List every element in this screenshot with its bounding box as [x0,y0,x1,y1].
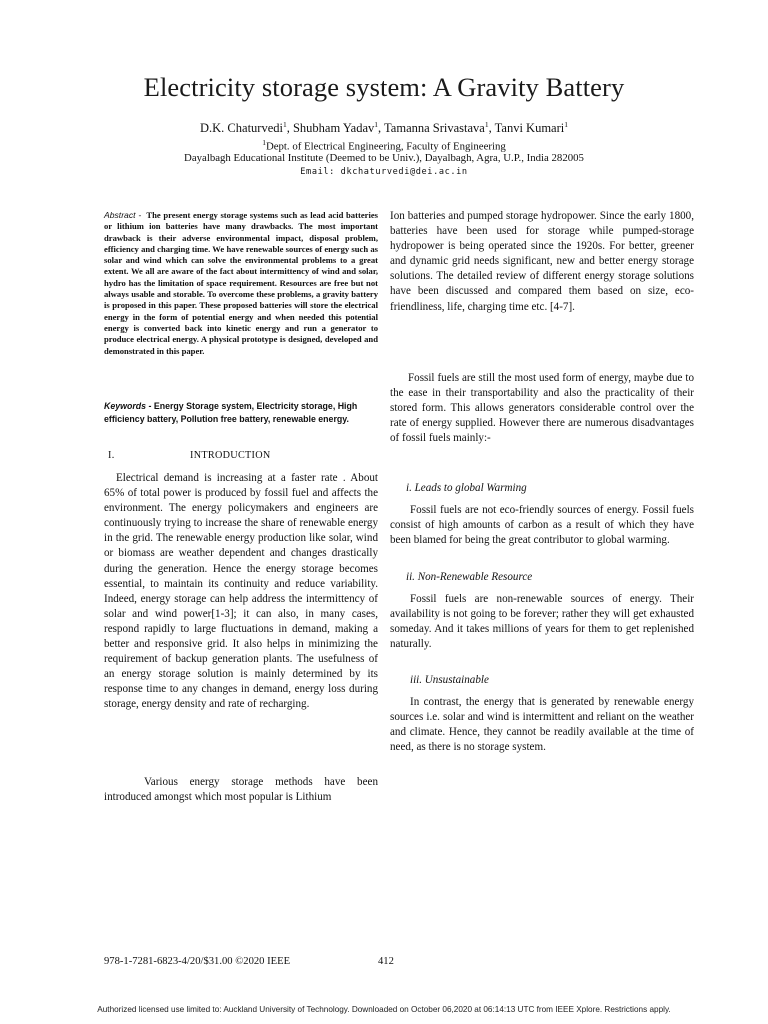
abstract [104,210,378,357]
abstract-label: Abstract - [104,210,142,220]
keywords-label: Keywords - [104,401,152,411]
intro-paragraph-text: Electrical demand is increasing at a faster rate . About 65% of total power is produced by fossil fuel and affects the environment. The energy policymakers and engineers are continuously trying to increase the share of renewable energy in the grid. The renewable energy production like solar, wind or biomass are weather dependent and changes drastically during the generation. Hence the energy storage becomes essential, to maintain its continuity and reduce variability. Indeed, energy storage can help address the intermittency of solar and wind power[1-3]; it can also, in many cases, respond rapidly to large fluctuations in demand, making a better and responsive grid. It also helps in minimizing the requirement of backup generation plants. The usefulness of an energy storage solution is mainly determined by its response time to any changes in demand, energy loss during storage, energy density and rate of recharging. [104,472,378,711]
affiliation-institute: Dayalbagh Educational Institute (Deemed to be Univ.), Dayalbagh, Agra, U.P., India 282005 [184,152,584,164]
author-name: Shubham Yadav [292,121,375,136]
subheading-unsustainable: iii. Unsustainable [410,674,489,686]
non-renewable-text: Fossil fuels are non-renewable sources of energy. Their availability is not going to be forever; rather they will get exhausted someday. And it takes millions of years for them to get replenished naturally. [390,593,694,651]
author-sup: 1 [282,120,287,129]
author-email: Email: dkchaturvedi@dei.ac.in [300,167,468,177]
page-number: 412 [378,956,394,967]
paper-title: Electricity storage system: A Gravity Battery [143,72,625,102]
subheading-global-warming: i. Leads to global Warming [406,482,527,494]
abstract-text: The present energy storage systems such as lead acid batteries or lithium ion batteries have many drawbacks. The most important drawback is their adverse environmental impact, disposal problem, efficiency and charging time. We have renewable sources of energy such as solar and wind which can solve the environmental problems to a great extent. We all are aware of the fact about intermittency of wind and solar, hydro has the limitation of space requirement. Resources are free but not always usable and storable. To overcome these problems, a gravity battery is proposed in this paper. These proposed batteries will store the electrical energy in the form of potential energy and when needed this potential energy is converted back into kinetic energy and run a generator to produce electrical energy. A physical prototype is designed, developed and demonstrated in this paper. [104,210,378,356]
fossil-fuels-text: Fossil fuels are still the most used form of energy, maybe due to the ease in their transportability and also the practicality of their stored form. This allows generators considerable control over the rate of energy supplied. However there are numerous disadvantages of fossil fuels mainly:- [390,372,694,445]
battery-history-paragraph: Ion batteries and pumped storage hydropower. Since the early 1800, batteries have been used for storage while pumped-storage hydropower is being operated since the 1920s. For better, greener and dynamic grid needs significant, new and better energy storage solutions. The detailed review of different energy storage solutions have been discussed and compared them based on size, eco-friendliness, life, charging time etc. [4-7]. [390,210,694,313]
affiliation-sup: 1 [262,138,266,147]
keywords [104,400,378,425]
license-notice: Authorized licensed use limited to: Auckland University of Technology. Downloaded on October 06,2020 at 06:14:13 UTC from IEEE Xplore. Restrictions apply. [97,1005,671,1014]
unsustainable-text: In contrast, the energy that is generated by renewable energy sources i.e. solar and wind is intermittent and reliant on the weather and climate. Hence, they cannot be readily available at the time of need, as there is no storage system. [390,696,694,754]
author-name: Tamanna Srivastava [384,121,485,136]
fossil-fuels-paragraph [390,371,694,446]
footer-isbn: 978-1-7281-6823-4/20/$31.00 ©2020 IEEE [104,956,291,967]
keywords-text: Energy Storage system, Electricity storage, High efficiency battery, Pollution free battery, renewable energy. [104,401,358,424]
author-sup: 1 [484,120,489,129]
global-warming-text: Fossil fuels are not eco-friendly sources of energy. Fossil fuels consist of high amounts of carbon as a result of which they have been blamed for being the great contributor to global warming. [390,504,694,547]
section-heading-introduction [104,450,378,461]
author-sup: 1 [564,120,568,129]
author-list: D.K. Chaturvedi$^1$, Shubham Yadav$^1$, Tamanna Srivastava$^1$, Tanvi Kumari$^1$ [200,120,568,136]
affiliation-line [0,138,768,153]
affiliation-dept: Dept. of Electrical Engineering, Faculty of Engineering [265,140,506,153]
non-renewable-paragraph [390,592,694,652]
storage-methods-paragraph [104,775,378,805]
section-title: INTRODUCTION [190,450,271,461]
section-number: I. [108,450,115,461]
storage-methods-text: Various energy storage methods have been introduced amongst which most popular is Lithium [104,776,378,804]
unsustainable-paragraph [390,695,694,755]
global-warming-paragraph [390,503,694,548]
subheading-non-renewable: ii. Non-Renewable Resource [406,571,533,583]
intro-paragraph [104,471,378,713]
author-name: Tanvi Kumari [494,121,565,136]
author-sup: 1 [374,120,378,129]
author-name: D.K. Chaturvedi [200,121,283,136]
